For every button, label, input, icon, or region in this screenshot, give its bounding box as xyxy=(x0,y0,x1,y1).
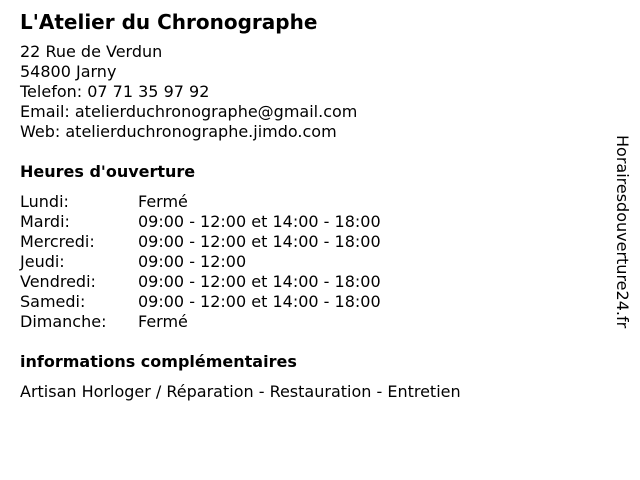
address-street: 22 Rue de Verdun xyxy=(20,42,163,61)
hours-time: 09:00 - 12:00 et 14:00 - 18:00 xyxy=(138,292,381,311)
hours-row-samedi xyxy=(20,292,600,312)
hours-time: 09:00 - 12:00 et 14:00 - 18:00 xyxy=(138,272,381,291)
hours-time: 09:00 - 12:00 xyxy=(138,252,247,271)
phone-line: Telefon: 07 71 35 97 92 xyxy=(20,82,210,101)
business-name: L'Atelier du Chronographe xyxy=(20,10,318,34)
info-text: Artisan Horloger / Réparation - Restauration - Entretien xyxy=(20,382,461,401)
hours-row-mercredi xyxy=(20,232,600,252)
hours-day: Vendredi: xyxy=(20,272,96,291)
email-line: Email: atelierduchronographe@gmail.com xyxy=(20,102,358,121)
hours-heading: Heures d'ouverture xyxy=(20,162,196,181)
hours-time: 09:00 - 12:00 et 14:00 - 18:00 xyxy=(138,232,381,251)
hours-time: 09:00 - 12:00 et 14:00 - 18:00 xyxy=(138,212,381,231)
business-card xyxy=(20,10,600,402)
hours-day: Mercredi: xyxy=(20,232,95,251)
web-line: Web: atelierduchronographe.jimdo.com xyxy=(20,122,337,141)
hours-day: Lundi: xyxy=(20,192,69,211)
info-heading: informations complémentaires xyxy=(20,352,297,371)
hours-table xyxy=(20,192,600,332)
hours-day: Mardi: xyxy=(20,212,70,231)
hours-row-dimanche xyxy=(20,312,600,332)
hours-row-mardi xyxy=(20,212,600,232)
site-watermark: Horairesdouverture24.fr xyxy=(613,135,632,329)
hours-row-vendredi xyxy=(20,272,600,292)
hours-row-lundi xyxy=(20,192,600,212)
hours-day: Dimanche: xyxy=(20,312,107,331)
hours-time: Fermé xyxy=(138,312,188,331)
hours-day: Samedi: xyxy=(20,292,86,311)
hours-time: Fermé xyxy=(138,192,188,211)
address-city: 54800 Jarny xyxy=(20,62,117,81)
hours-row-jeudi xyxy=(20,252,600,272)
hours-day: Jeudi: xyxy=(20,252,65,271)
